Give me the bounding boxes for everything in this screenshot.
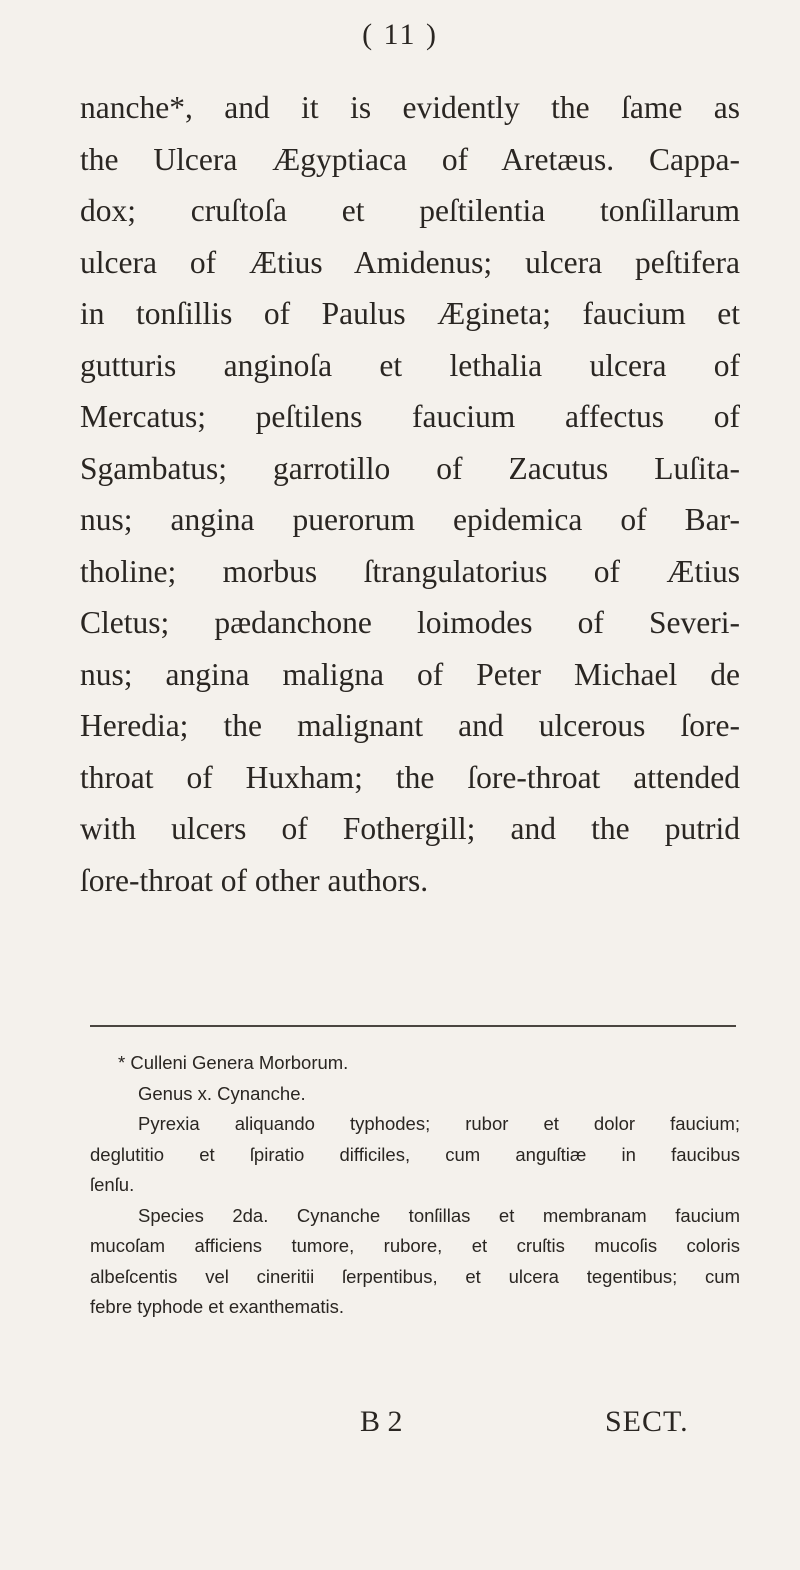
page-number: ( 11 ) [362,18,438,51]
footnote-line: mucoſam afficiens tumore, rubore, et cruſtis mucoſis coloris [90,1235,740,1256]
text-line: the Ulcera Ægyptiaca of Aretæus. Cappa- [80,141,740,177]
text-line: Sgambatus; garrotillo of Zacutus Luſita- [80,450,740,486]
text-line: Heredia; the malignant and ulcerous ſore- [80,708,740,743]
text-line: ſore-throat of other authors. [80,862,429,898]
footnote-line: Species 2da. Cynanche tonſillas et membranam faucium [138,1204,740,1226]
text-line: with ulcers of Fothergill; and the putrid [80,811,740,846]
footnote-line: febre typhode et exanthematis. [90,1296,345,1317]
text-line: nus; angina puerorum epidemica of Bar- [80,502,740,537]
page-footer [0,1405,800,1445]
text-line: Cletus; pædanchone loimodes of Severi- [80,605,740,640]
footnote [90,1048,740,1323]
catchword: SECT. [605,1405,689,1438]
text-line: nus; angina maligna of Peter Michael de [80,656,740,692]
text-line: ulcera of Ætius Amidenus; ulcera peſtifera [80,244,740,280]
footnote-line: Pyrexia aliquando typhodes; rubor et dolor faucium; [138,1113,740,1134]
footnote-line: Genus x. Cynanche. [138,1082,306,1104]
footnote-line: ſenſu. [90,1174,135,1195]
main-paragraph [80,82,740,906]
text-line: in tonſillis of Paulus Ægineta; faucium et [80,296,740,331]
footnote-rule [90,1025,736,1027]
footnote-reference: * Culleni Genera Morborum. [118,1052,349,1073]
text-line: gutturis anginoſa et lethalia ulcera of [80,347,740,383]
footnote-line: deglutitio et ſpiratio difficiles, cum anguſtiæ in faucibus [90,1143,740,1165]
text-line: nanche*, and it is evidently the ſame as [80,90,740,125]
signature-mark: B 2 [360,1405,403,1438]
footnote-line: albeſcentis vel cineritii ſerpentibus, et ulcera tegentibus; cum [90,1265,740,1287]
text-line: Mercatus; peſtilens faucium affectus of [80,399,740,434]
text-line: dox; cruſtoſa et peſtilentia tonſillarum [80,193,740,228]
text-line: throat of Huxham; the ſore-throat attended [80,759,740,795]
text-line: tholine; morbus ſtrangulatorius of Ætius [80,553,740,589]
